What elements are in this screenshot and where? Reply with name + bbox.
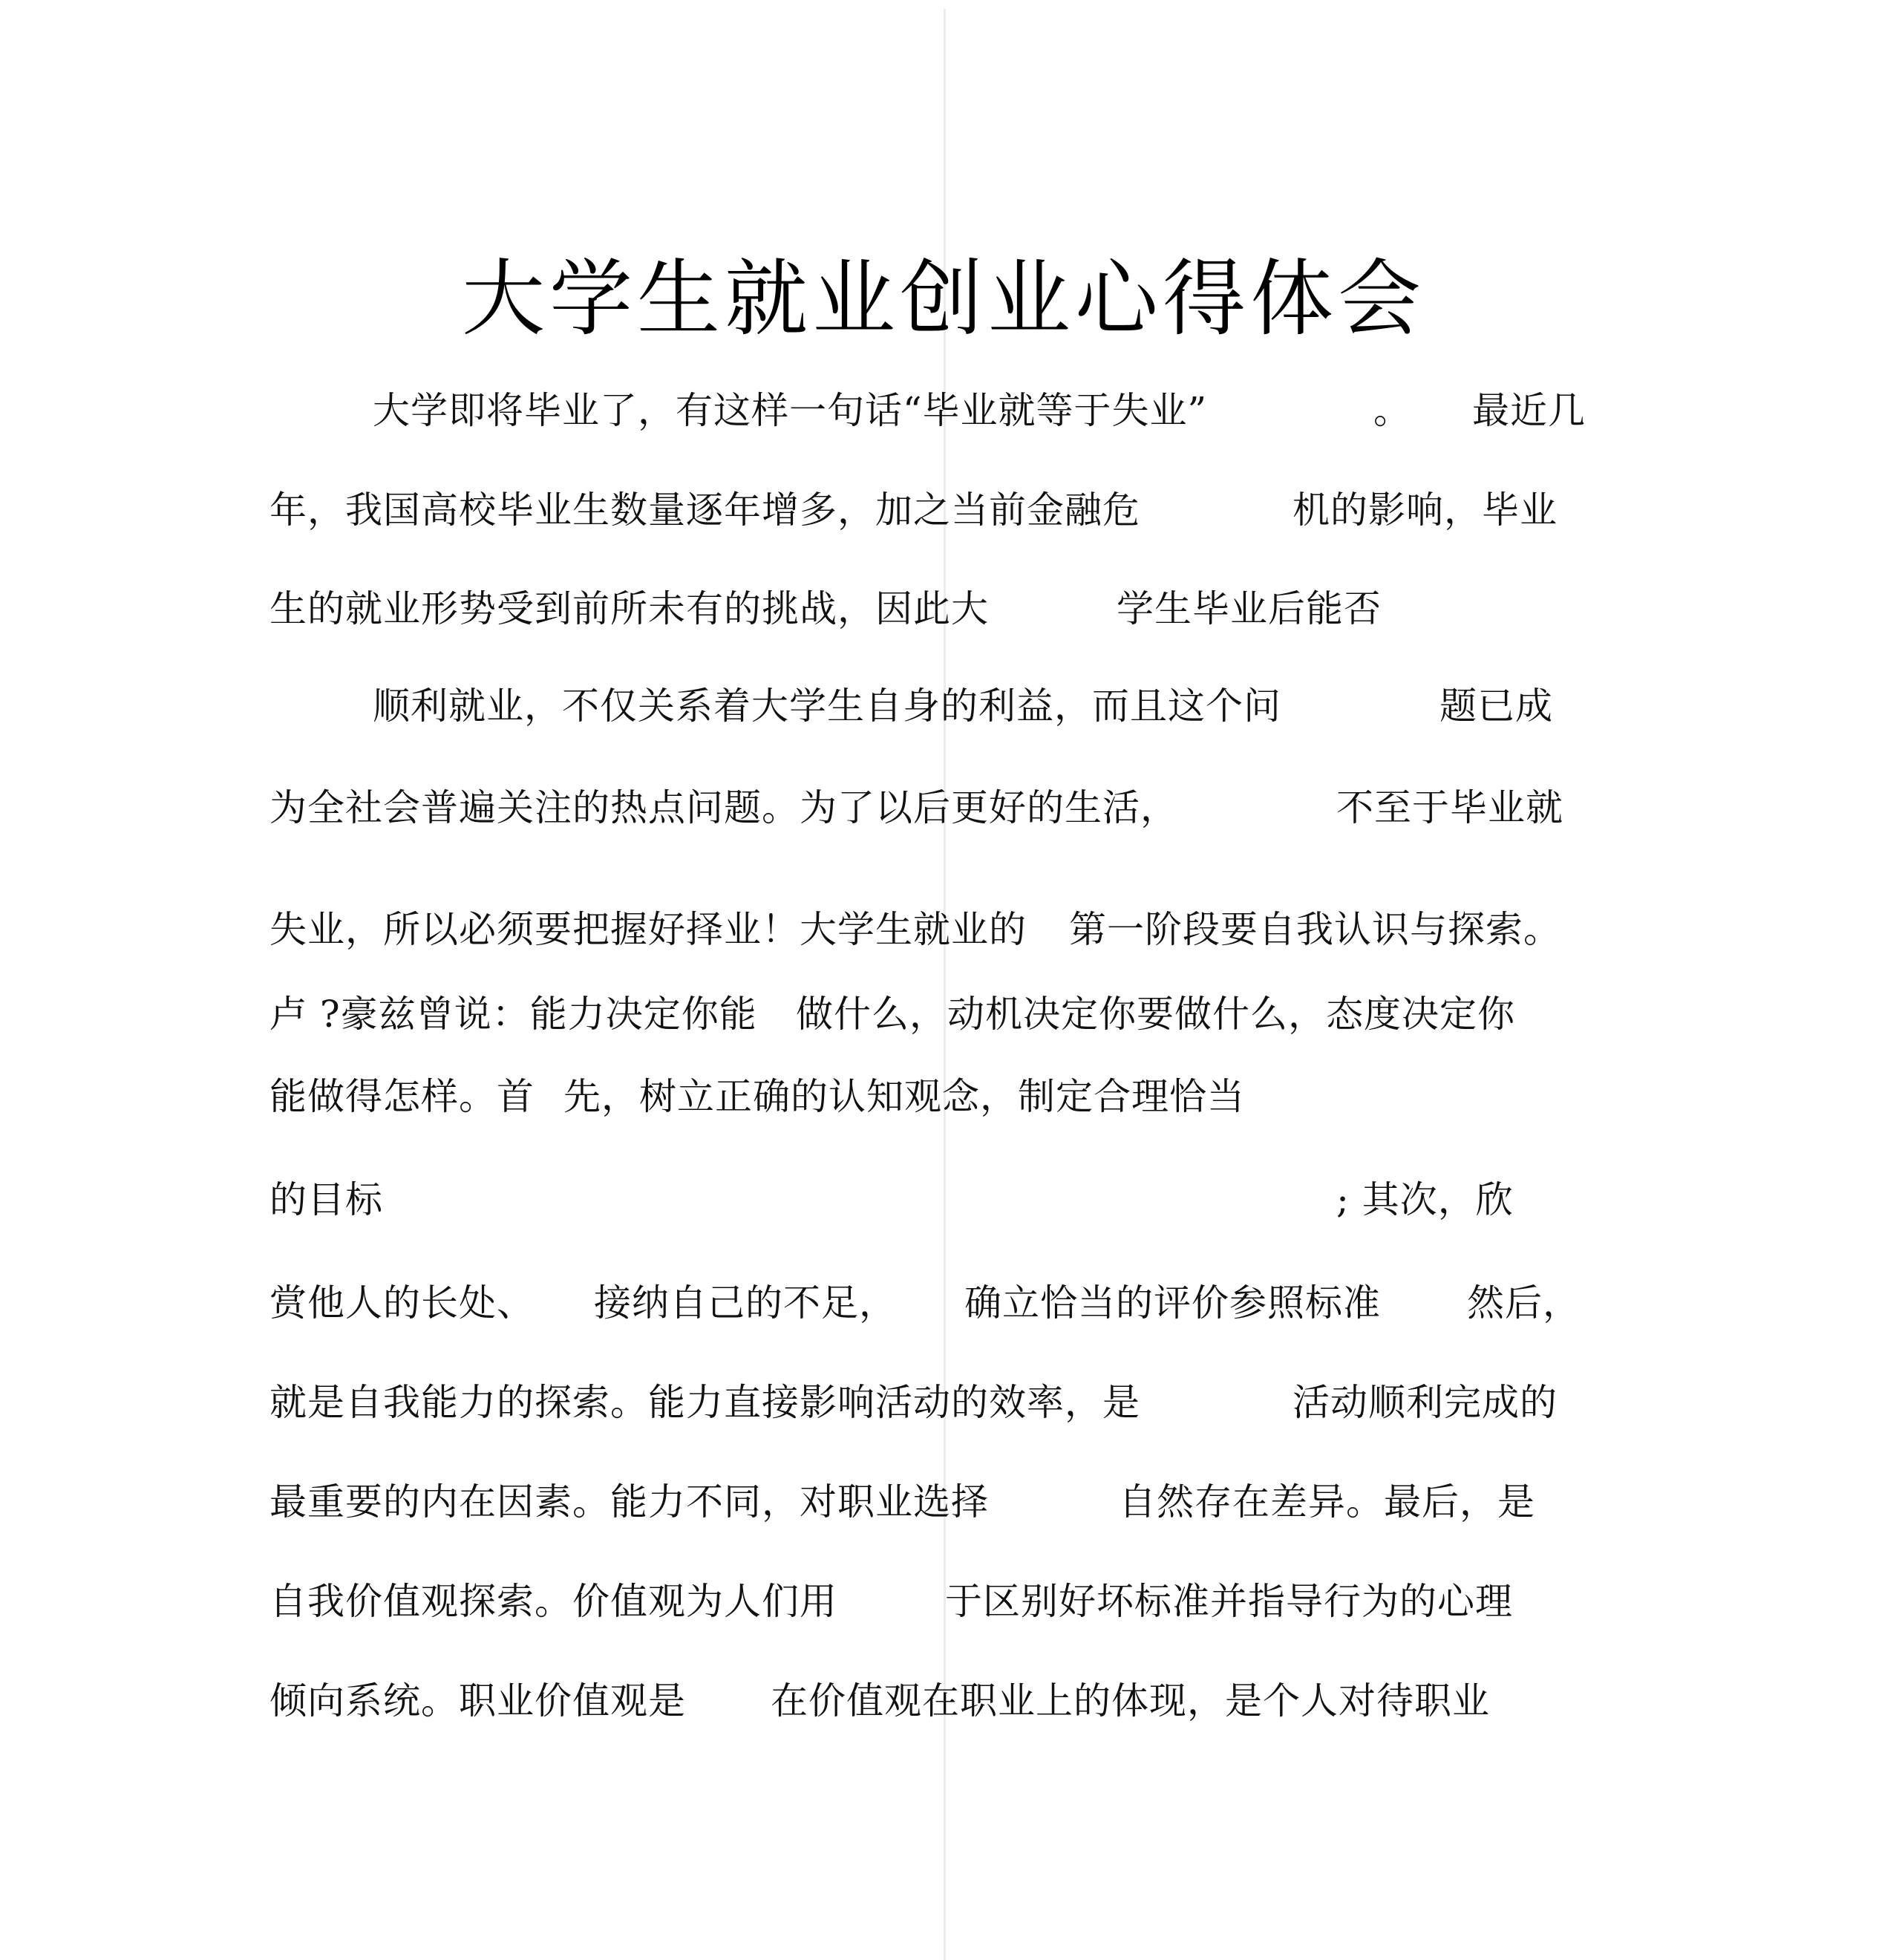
body-text-line-12-segment-2: 自然存在差异。最后，是 xyxy=(1119,1480,1535,1523)
body-text-line-9-segment-1: 的目标 xyxy=(269,1178,383,1221)
body-text-line-1-segment-3: 最近几 xyxy=(1472,389,1586,432)
document-title: 大学生就业创业心得体会 xyxy=(462,251,1425,347)
body-text-line-10-segment-2: 接纳自己的不足， xyxy=(594,1281,897,1324)
body-text-line-14-segment-2: 在价值观在职业上的体现，是个人对待职业 xyxy=(771,1679,1490,1722)
body-text-line-12-segment-1: 最重要的内在因素。能力不同，对职业选择 xyxy=(269,1480,989,1523)
body-text-line-10-segment-1: 赏他人的长处、 xyxy=(269,1281,535,1324)
body-text-line-11-segment-1: 就是自我能力的探索。能力直接影响活动的效率，是 xyxy=(269,1381,1140,1424)
body-text-line-9-segment-2: ; 其次，欣 xyxy=(1336,1178,1514,1221)
body-text-line-6-segment-2: 第一阶段要自我认识与探索。 xyxy=(1069,908,1561,951)
body-text-line-1-segment-2: 。 xyxy=(1373,389,1411,432)
body-text-line-10-segment-3: 确立恰当的评价参照标准 xyxy=(964,1281,1381,1324)
body-text-line-4-segment-2: 题已成 xyxy=(1439,685,1553,728)
body-text-line-7-segment-2: 做什么，动机决定你要做什么，态度决定你 xyxy=(796,993,1515,1036)
body-text-line-3-segment-2: 学生毕业后能否 xyxy=(1117,587,1382,630)
body-text-line-6-segment-1: 失业，所以必须要把握好择业！大学生就业的 xyxy=(269,908,1027,951)
body-text-line-3-segment-1: 生的就业形势受到前所未有的挑战，因此大 xyxy=(269,587,989,630)
body-text-line-13-segment-2: 于区别好坏标准并指导行为的心理 xyxy=(945,1580,1513,1623)
body-text-line-2-segment-1: 年，我国高校毕业生数量逐年增多，加之当前金融危 xyxy=(269,489,1140,532)
body-text-line-7-segment-1: 卢 ?豪兹曾说：能力决定你能 xyxy=(269,993,757,1036)
body-text-line-8-segment-2: 先，树立正确的认知观念，制定合理恰当 xyxy=(563,1075,1245,1118)
body-text-line-5-segment-1: 为全社会普遍关注的热点问题。为了以后更好的生活， xyxy=(269,786,1178,829)
body-text-line-2-segment-2: 机的影响，毕业 xyxy=(1292,489,1558,532)
body-text-line-10-segment-4: 然后， xyxy=(1467,1281,1581,1324)
body-text-line-11-segment-2: 活动顺利完成的 xyxy=(1292,1381,1558,1424)
body-text-line-13-segment-1: 自我价值观探索。价值观为人们用 xyxy=(269,1580,837,1623)
body-text-line-8-segment-1: 能做得怎样。首 xyxy=(269,1075,535,1118)
body-text-line-5-segment-2: 不至于毕业就 xyxy=(1336,786,1563,829)
body-text-line-4-segment-1: 顺利就业，不仅关系着大学生自身的利益，而且这个问 xyxy=(373,685,1281,728)
body-text-line-14-segment-1: 倾向系统。职业价值观是 xyxy=(269,1679,686,1722)
body-text-line-1-segment-1: 大学即将毕业了，有这样一句话“毕业就等于失业” xyxy=(373,389,1208,432)
